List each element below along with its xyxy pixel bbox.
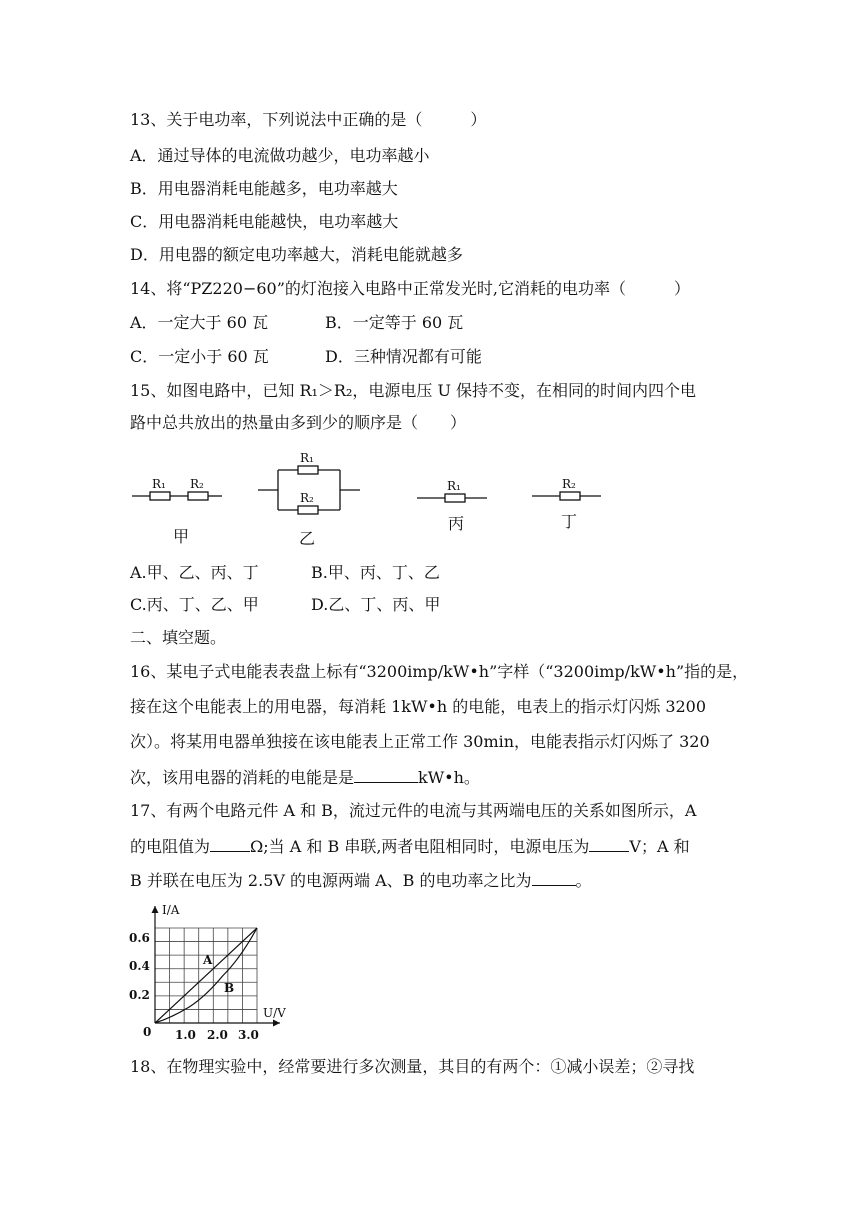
q15-stem-line2: 路中总共放出的热量由多到少的顺序是（ ） — [130, 413, 467, 432]
x-tick-label: 3.0 — [238, 1028, 259, 1042]
curve-label-a: A — [203, 953, 213, 967]
q17-line1: 17、有两个电路元件 A 和 B，流过元件的电流与其两端电压的关系如图所示，A — [130, 801, 697, 820]
q15-option-b: B.甲、丙、丁、乙 — [311, 563, 440, 582]
q15-option-d: D.乙、丁、丙、甲 — [311, 595, 441, 614]
q17-line2 — [130, 834, 690, 858]
q17-text: 的电阻值为 — [130, 837, 211, 856]
q17-text: Ω;当 A 和 B 串联,两者电阻相同时，电源电压为 — [250, 837, 590, 856]
y-tick-label: 0.4 — [129, 959, 150, 973]
label-yi: 乙 — [299, 529, 316, 548]
y-tick-label: 0.6 — [129, 931, 150, 945]
label-r1: R₁ — [447, 479, 461, 493]
q15-option-c: C.丙、丁、乙、甲 — [130, 595, 259, 614]
resistor-r2-jia — [188, 492, 208, 500]
q15-stem-line1: 15、如图电路中，已知 R₁＞R₂，电源电压 U 保持不变，在相同的时间内四个电 — [130, 381, 697, 400]
q17-text: B 并联在电压为 2.5V 的电源两端 A、B 的电功率之比为 — [130, 871, 532, 890]
label-r1: R₁ — [300, 451, 314, 465]
q13-option-b: B．用电器消耗电能越多，电功率越大 — [130, 179, 398, 198]
q17-text: V；A 和 — [629, 837, 690, 856]
series-line-a — [155, 928, 257, 1023]
y-tick-label: 0.2 — [129, 988, 150, 1002]
label-jia: 甲 — [173, 527, 190, 546]
label-ding: 丁 — [561, 512, 578, 531]
curve-label-b: B — [224, 981, 235, 995]
q16-line4 — [130, 765, 480, 789]
q14-option-d: D．三种情况都有可能 — [325, 347, 482, 366]
q16-unit: kW•h。 — [418, 768, 480, 787]
q14-option-b: B．一定等于 60 瓦 — [325, 313, 464, 332]
x-axis-label: U/V — [263, 1006, 286, 1020]
q16-line3: 次）。将某用电器单独接在该电能表上正常工作 30min，电能表指示灯闪烁了 320 — [130, 732, 710, 751]
label-r2: R₂ — [190, 477, 204, 491]
q16-line2: 接在这个电能表上的用电器，每消耗 1kW•h 的电能，电表上的指示灯闪烁 3200 — [130, 697, 707, 716]
q18-line1: 18、在物理实验中，经常要进行多次测量，其目的有两个：①减小误差；②寻找 — [130, 1057, 695, 1076]
q14-option-c: C．一定小于 60 瓦 — [130, 347, 269, 366]
q15-option-a: A.甲、乙、丙、丁 — [130, 563, 259, 582]
resistor-r2-yi — [298, 506, 318, 514]
answer-blank-resistance[interactable] — [210, 834, 250, 852]
resistor-r1-bing — [445, 494, 465, 502]
q16-text: 次，该用电器的消耗的电能是是 — [130, 768, 355, 787]
q13-stem: 13、关于电功率，下列说法中正确的是（ ） — [130, 110, 487, 129]
label-r1: R₁ — [152, 477, 166, 491]
label-bing: 丙 — [448, 514, 465, 533]
resistor-r1-jia — [150, 492, 170, 500]
answer-blank-power-ratio[interactable] — [532, 868, 576, 886]
label-r2: R₂ — [300, 491, 314, 505]
q13-option-d: D．用电器的额定电功率越大，消耗电能就越多 — [130, 245, 463, 264]
x-tick-label: 1.0 — [175, 1028, 196, 1042]
resistor-r2-ding — [560, 492, 580, 500]
x-tick-label: 2.0 — [207, 1028, 228, 1042]
q17-line3 — [130, 868, 592, 892]
label-r2: R₂ — [562, 477, 576, 491]
q17-text: 。 — [575, 871, 592, 890]
answer-blank[interactable] — [354, 765, 418, 783]
q14-stem: 14、将“PZ220−60”的灯泡接入电路中正常发光时,它消耗的电功率（ ） — [130, 279, 690, 298]
circuit-diagrams — [120, 444, 620, 554]
iu-graph — [125, 900, 300, 1045]
y-axis-label: I/A — [162, 903, 180, 917]
q13-option-c: C．用电器消耗电能越快，电功率越大 — [130, 212, 399, 231]
answer-blank-voltage[interactable] — [589, 834, 629, 852]
origin-label: 0 — [143, 1025, 152, 1039]
q14-option-a: A．一定大于 60 瓦 — [130, 313, 269, 332]
section-heading-fill-in: 二、填空题。 — [130, 628, 227, 647]
q13-option-a: A．通过导体的电流做功越少，电功率越小 — [130, 146, 430, 165]
resistor-r1-yi — [298, 466, 318, 474]
q16-line1: 16、某电子式电能表表盘上标有“3200imp/kW•h”字样（“3200imp/kW•h”指的是， — [130, 662, 749, 681]
